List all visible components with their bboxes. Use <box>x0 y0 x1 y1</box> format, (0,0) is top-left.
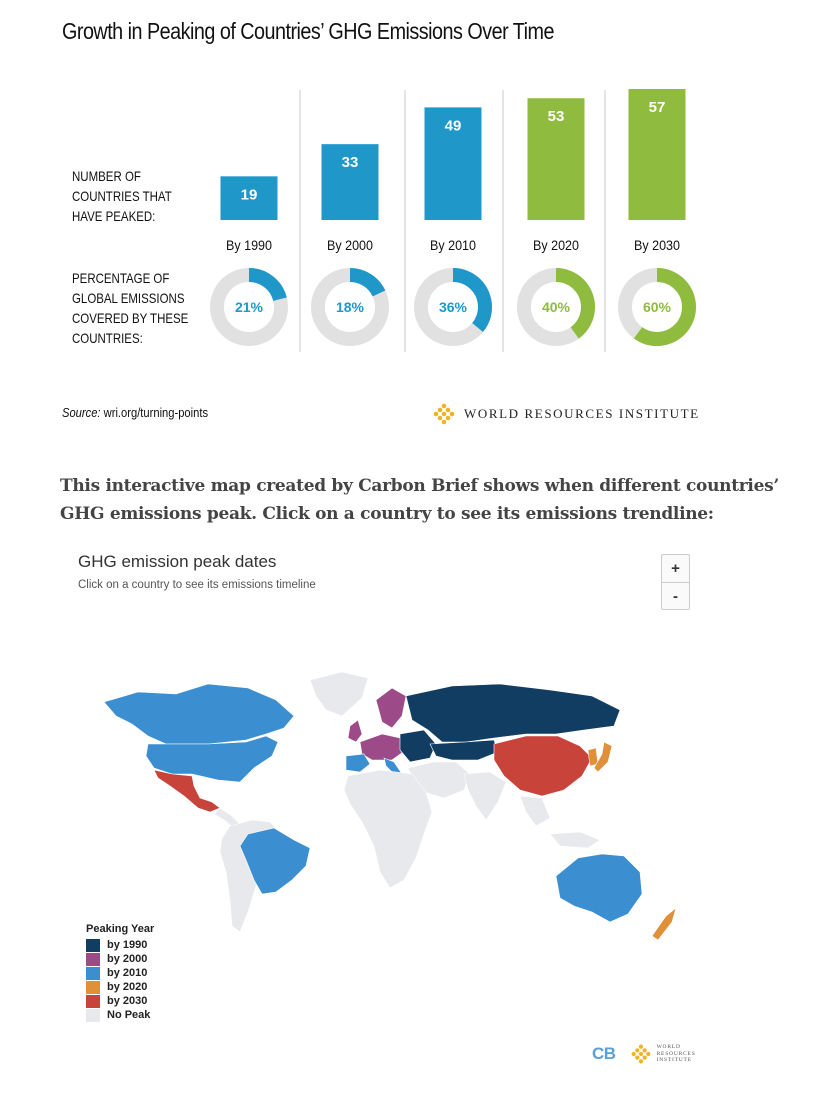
legend-label: by 1990 <box>107 939 148 951</box>
wri-small-line: RESOURCES <box>656 1050 696 1057</box>
bar-value-label: 33 <box>341 154 359 172</box>
world-map[interactable] <box>80 650 700 950</box>
country-eastern-europe[interactable] <box>400 730 436 762</box>
legend-item <box>86 966 154 980</box>
map-legend <box>86 923 154 1022</box>
map-subtitle: Click on a country to see its emissions timeline <box>78 579 316 591</box>
percent-label-line: COVERED BY THESE <box>72 310 189 326</box>
legend-label: by 2030 <box>107 995 148 1007</box>
legend-label: by 2010 <box>107 967 148 979</box>
legend-item <box>86 1008 154 1022</box>
country-new-zealand[interactable] <box>652 908 676 940</box>
map-title: GHG emission peak dates <box>78 552 277 571</box>
peaking-infographic <box>0 80 814 360</box>
percent-label-line: GLOBAL EMISSIONS <box>72 290 185 306</box>
donut-percent-label: 60% <box>642 299 672 315</box>
wri-brand <box>432 402 700 426</box>
count-label-line: NUMBER OF <box>72 168 141 184</box>
legend-swatch <box>86 967 100 980</box>
country-uk[interactable] <box>348 720 362 742</box>
footer-logos <box>592 1043 696 1065</box>
country-western-europe[interactable] <box>360 734 406 760</box>
intro-text <box>60 472 779 528</box>
zoom-control <box>661 554 690 610</box>
source-link[interactable]: wri.org/turning-points <box>103 405 209 420</box>
country-australia[interactable] <box>556 854 642 922</box>
page-title: Growth in Peaking of Countries’ GHG Emissions Over Time <box>62 18 554 44</box>
wri-small-text <box>657 1044 696 1064</box>
bar-value-label: 19 <box>240 186 258 204</box>
legend-swatch <box>86 939 100 952</box>
category-label: By 2030 <box>634 237 681 253</box>
count-label-line: COUNTRIES THAT <box>72 188 172 204</box>
bar-value-label: 53 <box>547 108 565 126</box>
category-label: By 2020 <box>533 237 580 253</box>
category-label: By 1990 <box>226 237 273 253</box>
country-africa[interactable] <box>344 770 432 888</box>
legend-title: Peaking Year <box>86 923 155 935</box>
wri-logo-icon <box>630 1043 652 1065</box>
legend-item <box>86 938 154 952</box>
source-note <box>62 405 208 420</box>
percent-label-line: PERCENTAGE OF <box>72 270 170 286</box>
donut-percent-label: 21% <box>234 299 264 315</box>
country-scandinavia[interactable] <box>376 688 406 728</box>
category-label: By 2000 <box>327 237 374 253</box>
wri-small-line: INSTITUTE <box>656 1057 692 1064</box>
country-greenland[interactable] <box>310 672 368 716</box>
legend-swatch <box>86 981 100 994</box>
country-russia[interactable] <box>406 684 620 742</box>
donut-percent-label: 40% <box>541 299 571 315</box>
legend-label: by 2020 <box>107 981 148 993</box>
legend-item <box>86 994 154 1008</box>
country-kazakhstan[interactable] <box>430 740 498 760</box>
zoom-out-button[interactable]: - <box>662 582 689 609</box>
legend-label: No Peak <box>107 1009 151 1021</box>
legend-label: by 2000 <box>107 953 148 965</box>
legend-item <box>86 952 154 966</box>
country-canada-alaska[interactable] <box>104 684 294 744</box>
carbon-brief-logo: CB <box>592 1044 616 1063</box>
legend-swatch <box>86 995 100 1008</box>
count-label-line: HAVE PEAKED: <box>72 208 156 224</box>
wri-small-line: WORLD <box>656 1044 681 1051</box>
wri-small-logo <box>630 1043 696 1065</box>
percent-label-line: COUNTRIES: <box>72 330 143 346</box>
donut-percent-label: 36% <box>438 299 468 315</box>
country-india[interactable] <box>464 772 506 820</box>
legend-swatch <box>86 953 100 966</box>
intro-line: GHG emissions peak. Click on a country to see its emissions trendline: <box>60 504 714 524</box>
country-china[interactable] <box>494 736 592 796</box>
legend-item <box>86 980 154 994</box>
wri-name: WORLD RESOURCES INSTITUTE <box>464 406 700 421</box>
legend-swatch <box>86 1009 100 1022</box>
intro-line: This interactive map created by Carbon Brief shows when different countries’ <box>60 476 779 496</box>
donut-percent-label: 18% <box>335 299 365 315</box>
zoom-in-button[interactable]: + <box>671 560 680 577</box>
source-label: Source: <box>62 405 101 420</box>
bar-value-label: 49 <box>444 117 462 135</box>
wri-logo-icon <box>432 402 456 426</box>
bar-value-label: 57 <box>648 99 666 116</box>
category-label: By 2010 <box>430 237 477 253</box>
country-southeast-asia[interactable] <box>520 796 600 848</box>
